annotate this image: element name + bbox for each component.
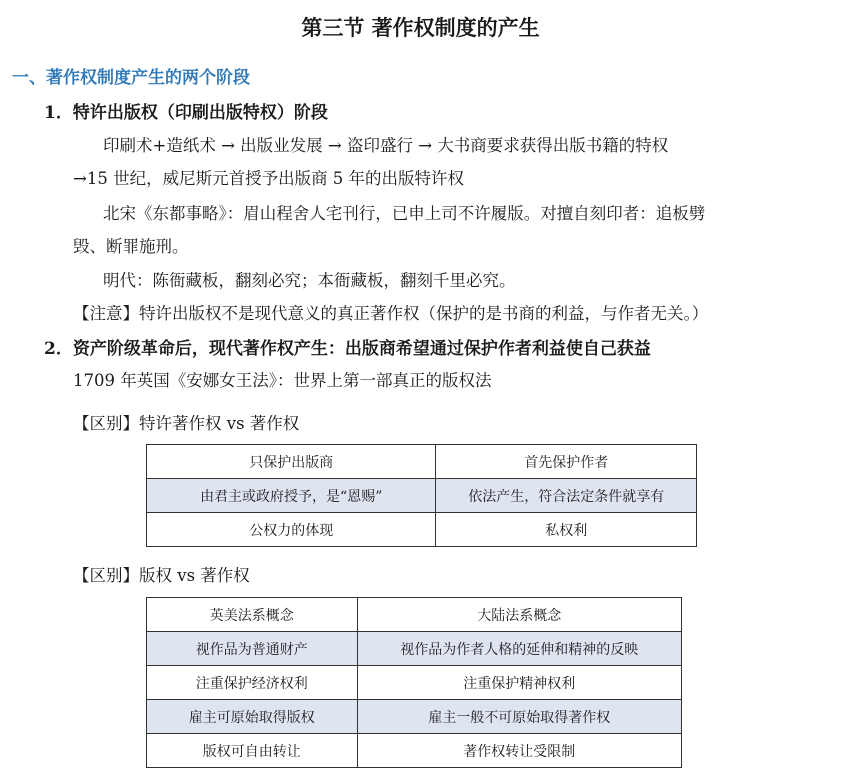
table-cell: 版权可自由转让 (147, 734, 358, 768)
item1-line1: 印刷术+造纸术 → 出版业发展 → 盗印盛行 → 大书商要求获得出版书籍的特权 (103, 136, 669, 155)
table-row (147, 513, 697, 547)
table-row (147, 445, 697, 479)
item1-line4: 毁、断罪施刑。 (73, 237, 189, 256)
item1-line5: 明代：陈衙藏板，翻刻必究；本衙藏板，翻刻千里必究。 (103, 271, 516, 290)
diff2-label: 【区别】版权 vs 著作权 (73, 566, 250, 585)
table-row (147, 734, 682, 768)
table-row (147, 666, 682, 700)
item1-line3: 北宋《东都事略》：眉山程舍人宅刊行，已申上司不许履版。对擅自刻印者：追板劈 (103, 204, 706, 223)
note-text: 【注意】特许出版权不是现代意义的真正著作权（保护的是书商的利益，与作者无关。） (73, 304, 709, 323)
diff1-table (146, 444, 697, 547)
section-heading: 一、著作权制度产生的两个阶段 (12, 68, 250, 88)
table-cell: 注重保护精神权利 (357, 666, 681, 700)
table-cell: 公权力的体现 (147, 513, 436, 547)
table-row (147, 479, 697, 513)
table-cell: 首先保护作者 (436, 445, 697, 479)
table-cell: 雇主可原始取得版权 (147, 700, 358, 734)
item2-line1: 1709 年英国《安娜女王法》：世界上第一部真正的版权法 (73, 371, 492, 390)
table-cell: 由君主或政府授予，是“恩赐” (147, 479, 436, 513)
page-title: 第三节 著作权制度的产生 (301, 16, 540, 40)
table-cell: 视作品为作者人格的延伸和精神的反映 (357, 632, 681, 666)
table-cell: 著作权转让受限制 (357, 734, 681, 768)
item1-line2: →15 世纪，威尼斯元首授予出版商 5 年的出版特许权 (73, 169, 465, 188)
diff1-label: 【区别】特许著作权 vs 著作权 (73, 414, 300, 433)
item2-heading: 2．资产阶级革命后，现代著作权产生：出版商希望通过保护作者利益使自己获益 (44, 339, 651, 359)
table-row (147, 598, 682, 632)
table-cell: 依法产生，符合法定条件就享有 (436, 479, 697, 513)
item1-heading: 1．特许出版权（印刷出版特权）阶段 (44, 103, 328, 123)
diff2-table (146, 597, 682, 768)
table-cell: 英美法系概念 (147, 598, 358, 632)
table-cell: 大陆法系概念 (357, 598, 681, 632)
table-cell: 私权利 (436, 513, 697, 547)
table-cell: 只保护出版商 (147, 445, 436, 479)
table-cell: 雇主一般不可原始取得著作权 (357, 700, 681, 734)
table-cell: 视作品为普通财产 (147, 632, 358, 666)
table-row (147, 632, 682, 666)
table-row (147, 700, 682, 734)
table-cell: 注重保护经济权利 (147, 666, 358, 700)
